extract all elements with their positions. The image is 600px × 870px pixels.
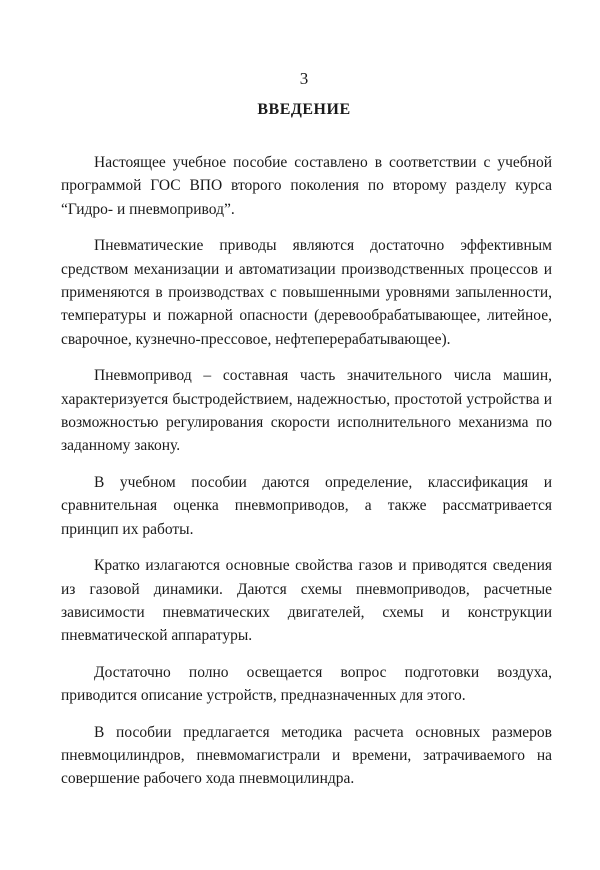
section-heading: ВВЕДЕНИЕ	[257, 101, 351, 118]
paragraph: Достаточно полно освещается вопрос подготовки воздуха, приводится описание устройств, предназначенных для этого.	[61, 663, 552, 705]
paragraph: Настоящее учебное пособие составлено в соответствии с учебной программой ГОС ВПО второго поколения по второму разделу курса “Гидро- и пневмопривод”.	[61, 154, 552, 218]
paragraph: Кратко излагаются основные свойства газов и приводятся сведения из газовой динамики. Даются схемы пневмоприводов, расчетные зависимости пневматических двигателей, схемы и конструкции пневматической аппаратуры.	[61, 557, 552, 645]
paragraph: Пневмопривод – составная часть значительного числа машин, характеризуется быстродействием, надежностью, простотой устройства и возможностью регулирования скорости исполнительного механизма по заданному закону.	[61, 367, 552, 455]
page-number: 3	[299, 69, 309, 88]
document-body	[61, 151, 552, 804]
paragraph: В пособии предлагается методика расчета основных размеров пневмоцилиндров, пневмомагистрали и времени, затрачиваемого на совершение рабочего хода пневмоцилиндра.	[61, 723, 552, 788]
paragraph: В учебном пособии даются определение, классификация и сравнительная оценка пневмоприводов, а также рассматривается принцип их работы.	[61, 473, 552, 538]
paragraph: Пневматические приводы являются достаточно эффективным средством механизации и автоматизации производственных процессов и применяются в производствах с повышенными уровнями запыленности, температуры и пожарной опасности (деревообрабатывающее, литейное, сварочное, кузнечно-прессовое, нефтеперерабатывающее).	[61, 237, 552, 348]
